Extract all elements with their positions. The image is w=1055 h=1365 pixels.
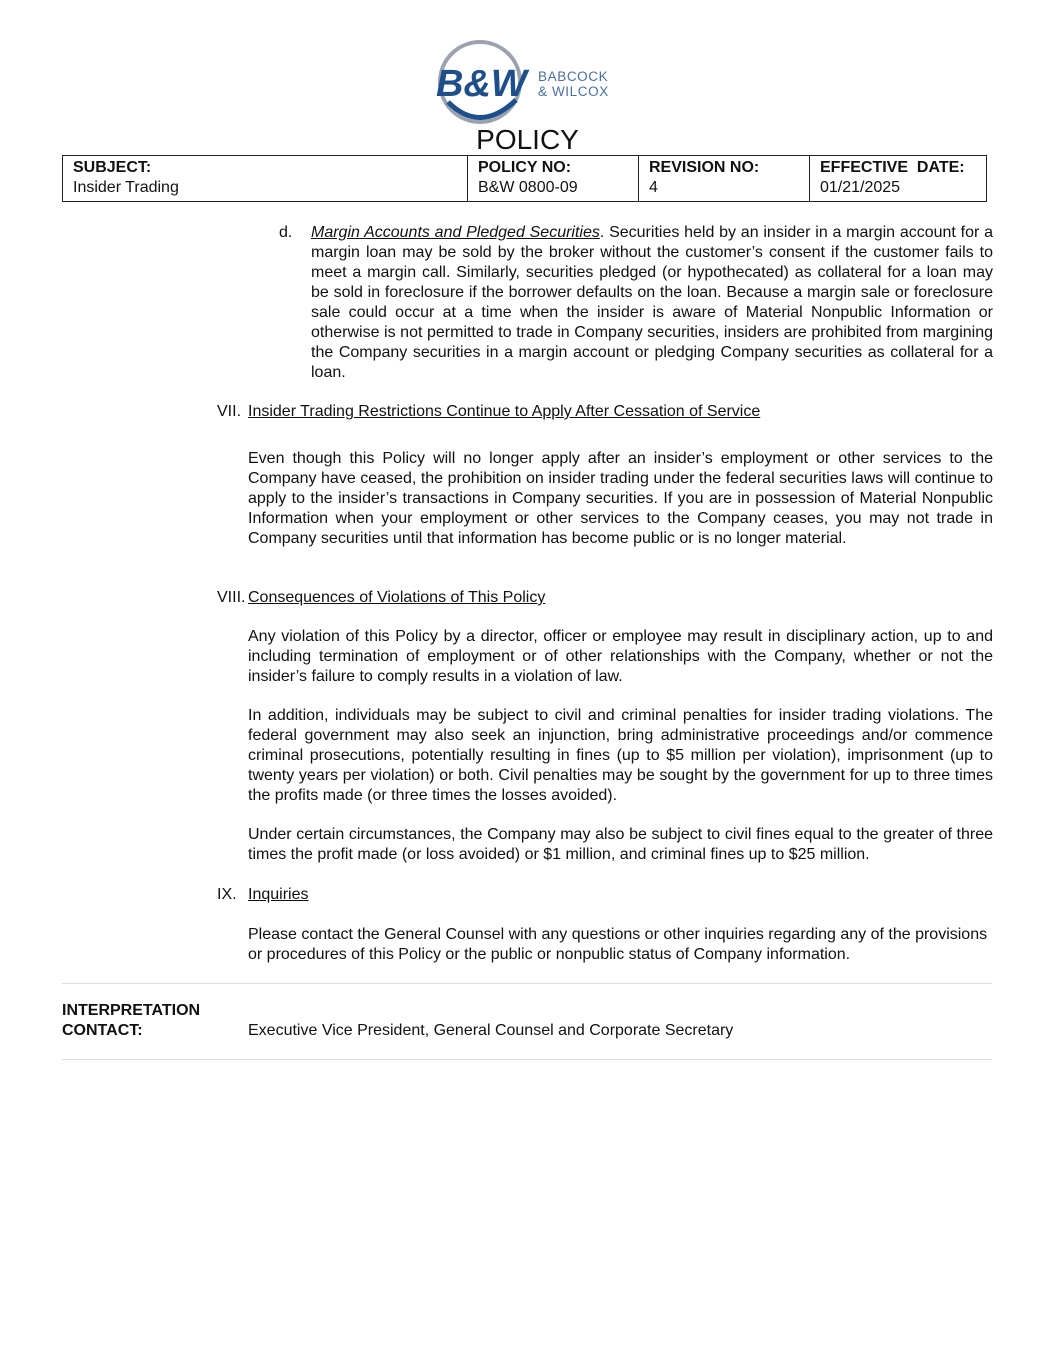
section-marker-vii: VII. (217, 403, 242, 420)
margin-accounts-body: . Securities held by an insider in a margin account for a margin loan may be sold by the broker without the customer’s consent if the customer fails to meet a margin call. Similarly, securities pledged (or hypothecated) as collateral for a loan may be sold in foreclosure if the borrower defaults on the loan. Because a margin sale or foreclosure sale could occur at a time when the insider is aware of Material Nonpublic Information or otherwise is not permitted to trade in Company securities, insiders are prohibited from margining the Company securities in a margin account or pledging Company securities as collateral for a loan. (311, 224, 993, 381)
policy-header-table (62, 155, 987, 202)
interpretation-label-line-1: INTERPRETATION (62, 1002, 201, 1019)
subject-label: SUBJECT: (73, 159, 152, 176)
margin-accounts-paragraph (311, 223, 993, 383)
subject-value: Insider Trading (73, 179, 179, 196)
effective-date-cell (810, 156, 987, 202)
logo-line-1: BABCOCK (538, 69, 609, 84)
interpretation-label-line-2: CONTACT: (62, 1022, 143, 1039)
section-viii-body-1: Any violation of this Policy by a director, officer or employee may result in disciplinary action, up to and including termination of employment or of other relationships with the Company, whether or not the insider’s failure to comply results in a violation of law. (248, 628, 993, 685)
policy-no-value: B&W 0800-09 (478, 179, 578, 196)
section-marker-ix: IX. (217, 886, 237, 903)
company-logo (434, 38, 624, 128)
section-heading-vii: Insider Trading Restrictions Continue to Apply After Cessation of Service (248, 403, 761, 420)
subject-cell (63, 156, 468, 202)
section-viii-body-3: Under certain circumstances, the Company may also be subject to civil fines equal to the greater of three times the profit made (or loss avoided) or $1 million, and criminal fines up to $25 million. (248, 826, 993, 863)
revision-label: REVISION NO: (649, 159, 760, 176)
logo-emblem-icon (434, 38, 538, 128)
divider-top (62, 983, 992, 984)
effective-date-label: EFFECTIVE DATE: (820, 159, 965, 176)
interpretation-contact-value: Executive Vice President, General Counsel and Corporate Secretary (248, 1022, 734, 1039)
effective-date-value: 01/21/2025 (820, 179, 901, 196)
logo-wordmark (538, 69, 609, 99)
item-marker-d: d. (279, 224, 293, 241)
interpretation-contact-label (62, 1001, 200, 1041)
section-marker-viii: VIII. (217, 589, 246, 606)
policy-no-cell (468, 156, 639, 202)
logo-line-2: & WILCOX (538, 84, 609, 99)
margin-accounts-title: Margin Accounts and Pledged Securities (311, 224, 600, 241)
revision-cell (639, 156, 810, 202)
divider-bottom (62, 1059, 992, 1060)
logo-mark: B&W (436, 63, 527, 105)
document-type-title: POLICY (476, 124, 579, 155)
section-heading-viii: Consequences of Violations of This Policy (248, 589, 546, 606)
section-vii-body: Even though this Policy will no longer apply after an insider’s employment or other services to the Company have ceased, the prohibition on insider trading under the federal securities laws will continue to apply to the insider’s transactions in Company securities. If you are in possession of Material Nonpublic Information when your employment or other services to the Company ceases, you may not trade in Company securities until that information has become public or is no longer material. (248, 450, 993, 547)
section-viii-body-2: In addition, individuals may be subject to civil and criminal penalties for insider trading violations. The federal government may also seek an injunction, bring administrative proceedings and/or commence criminal prosecutions, potentially resulting in fines (up to $5 million per violation), imprisonment (up to twenty years per violation) or both. Civil penalties may be sought by the government for up to three times the profits made (or three times the losses avoided). (248, 707, 993, 804)
revision-value: 4 (649, 179, 658, 196)
section-heading-ix: Inquiries (248, 886, 309, 903)
section-ix-body: Please contact the General Counsel with any questions or other inquiries regarding any of the provisions or procedures of this Policy or the public or nonpublic status of Company information. (248, 926, 988, 963)
policy-no-label: POLICY NO: (478, 159, 572, 176)
